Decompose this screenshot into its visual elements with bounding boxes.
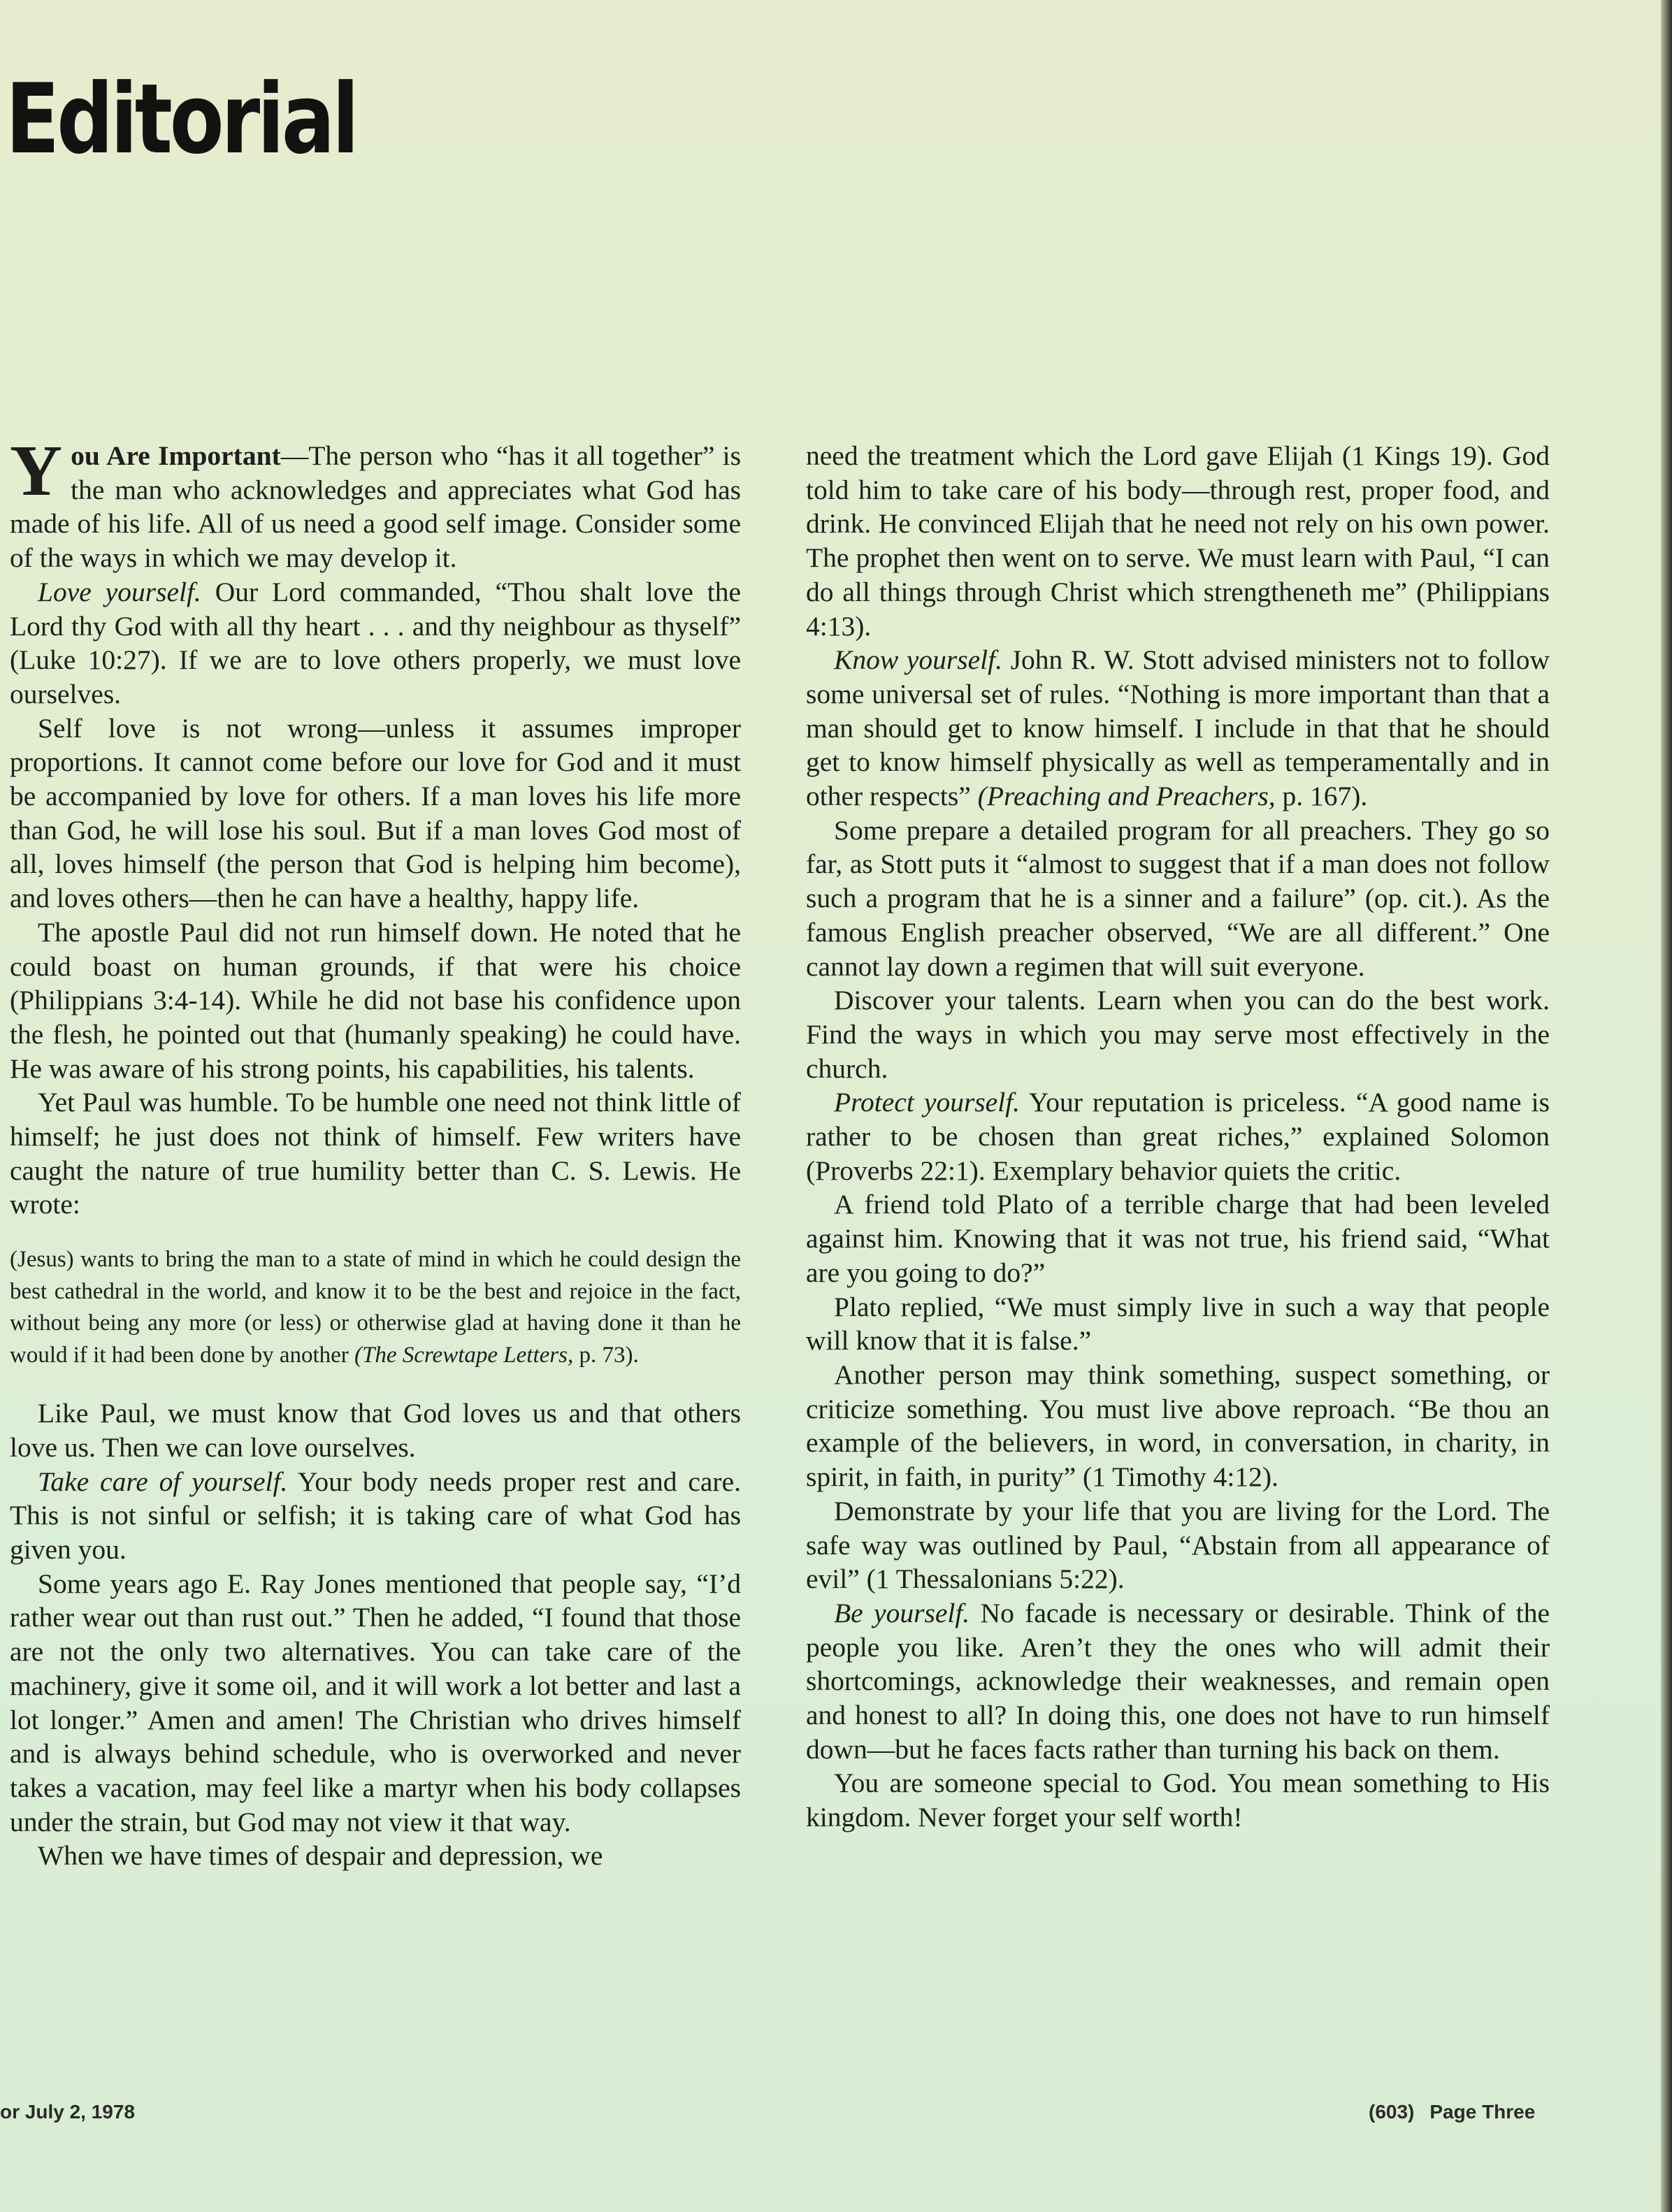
quote-source: (The Screwtape Letters, [354, 1342, 574, 1368]
paragraph-intro [10, 431, 742, 575]
paragraph-talents: Discover your talents. Learn when you can do the best work. Find the ways in which you may serve most effectively in the church. [806, 985, 1550, 1084]
left-column [10, 431, 742, 1873]
paragraph-plato-friend: A friend told Plato of a terrible charge that had been leveled against him. Knowing that it was not true, his friend said, “What are you going to do?” [806, 1189, 1550, 1288]
page-edge-shadow [1661, 0, 1672, 2212]
paragraph-plato-reply: Plato replied, “We must simply live in such a way that people will know that it is false.” [806, 1291, 1550, 1357]
citation-page: p. 167). [1275, 781, 1368, 812]
paragraph-protect-yourself [806, 1085, 1550, 1187]
quote-text: (Jesus) wants to bring the man to a state of mind in which he could design the best cathedral in the world, and know it to be the best and rejoice in the fact, without being any more (or less) or otherwise glad at having done it than he would if it had been done by another [10, 1247, 741, 1368]
subheading-know-yourself: Know yourself. [834, 644, 1002, 676]
subheading-be-yourself: Be yourself. [834, 1597, 970, 1628]
subheading-take-care: Take care of yourself. [38, 1466, 288, 1497]
paragraph-text: Your body needs proper rest and care. This is not sinful or selfish; it is taking care of what God has given you. [10, 1466, 741, 1565]
block-quote [10, 1244, 741, 1371]
citation-source: (Preaching and Preachers, [977, 781, 1276, 812]
page-label: Page Three [1429, 2101, 1536, 2123]
paragraph-paul: The apostle Paul did not run himself down. He noted that he could boast on human grounds, if that were his choice (Philippians 3:4-14). While he did not base his confidence upon the flesh, he pointed out that (humanly speaking) he could have. He was aware of his strong points, his capabilities, his talents. [10, 916, 741, 1084]
paragraph-take-care [10, 1465, 741, 1567]
lead-heading: ou Are Important [71, 440, 281, 471]
paragraph-like-paul: Like Paul, we must know that God loves us and that others love us. Then we can love ourselves. [10, 1398, 741, 1463]
paragraph-demonstrate: Demonstrate by your life that you are living for the Lord. The safe way was outlined by Paul, “Abstain from all appearance of evil” (1 Thessalonians 5:22). [806, 1495, 1550, 1595]
paragraph-text: Your reputation is priceless. “A good name is rather to be chosen than great riches,” explained Solomon (Proverbs 22:1). Exemplary behavior quiets the critic. [806, 1087, 1550, 1186]
paragraph-be-yourself [806, 1596, 1550, 1767]
footer-date: or July 2, 1978 [0, 2101, 136, 2123]
paragraph-program: Some prepare a detailed program for all preachers. They go so far, as Stott puts it “almost to suggest that if a man does not follow such a program that he is a sinner and a failure” (op. cit.). As the famous English preacher observed, “We are all different.” One cannot lay down a regimen that will suit everyone. [806, 814, 1550, 982]
paragraph-text: No facade is necessary or desirable. Think of the people you like. Aren’t they the ones who will admit their shortcomings, acknowledge their weaknesses, and remain open and honest to all? In doing this, one does not have to run himself down—but he faces facts rather than turning his back on them. [806, 1597, 1550, 1765]
paragraph-humble: Yet Paul was humble. To be humble one need not think little of himself; he just does not think of himself. Few writers have caught the nature of true humility better than C. S. Lewis. He wrote: [10, 1087, 741, 1220]
paragraph-despair: When we have times of despair and depression, we [38, 1840, 603, 1872]
paragraph-self-love: Self love is not wrong—unless it assumes improper proportions. It cannot come before our love for God and it must be accompanied by love for others. If a man loves his life more than God, he will lose his soul. But if a man loves God most of all, loves himself (the person that God is helping him become), and loves others—then he can have a healthy, happy life. [10, 712, 741, 914]
paragraph-know-yourself [806, 643, 1550, 814]
subheading-love-yourself: Love yourself. [38, 576, 201, 607]
footer-page [1369, 2101, 1535, 2123]
page-title: Editorial [6, 63, 356, 175]
paragraph-text: —The person who “has it all together” is the man who acknowledges and appreciates what God has made of his life. All of us need a good self image. Consider some of the ways in which we may develop it. [10, 440, 742, 574]
paragraph-conclusion: You are someone special to God. You mean something to His kingdom. Never forget your self worth! [806, 1768, 1550, 1833]
paragraph-love-yourself [10, 575, 741, 711]
page-number: (603) [1369, 2101, 1415, 2123]
paragraph-text: John R. W. Stott advised ministers not to follow some universal set of rules. “Nothing is more important than that a man should get to know himself. I include in that that he should get to know himself physically as well as temperamentally and in other respects” [806, 644, 1550, 812]
subheading-protect-yourself: Protect yourself. [834, 1087, 1021, 1118]
right-column [806, 439, 1550, 1835]
paragraph-elijah: need the treatment which the Lord gave Elijah (1 Kings 19). God told him to take care of his body—through rest, proper food, and drink. He convinced Elijah that he need not rely on his own power. The prophet then went on to serve. We must learn with Paul, “I can do all things through Christ which strengtheneth me” (Philippians 4:13). [806, 440, 1550, 642]
paragraph-text: Our Lord commanded, “Thou shalt love the Lord thy God with all thy heart . . . and thy neighbour as thyself” (Luke 10:27). If we are to love others properly, we must love ourselves. [10, 576, 741, 709]
paragraph-ray-jones: Some years ago E. Ray Jones mentioned that people say, “I’d rather wear out than rust out.” Then he added, “I found that those are not the only two alternatives. You can take care of the machinery, give it some oil, and it will work a lot better and last a lot longer.” Amen and amen! The Christian who drives himself and is always behind schedule, who is overworked and never takes a vacation, may feel like a martyr when his body collapses under the strain, but God may not view it that way. [10, 1568, 741, 1837]
drop-cap: Y [10, 431, 63, 511]
quote-page: p. 73). [573, 1342, 639, 1368]
paragraph-reproach: Another person may think something, suspect something, or criticize something. You must live above reproach. “Be thou an example of the believers, in word, in conversation, in charity, in spirit, in faith, in purity” (1 Timothy 4:12). [806, 1359, 1550, 1493]
